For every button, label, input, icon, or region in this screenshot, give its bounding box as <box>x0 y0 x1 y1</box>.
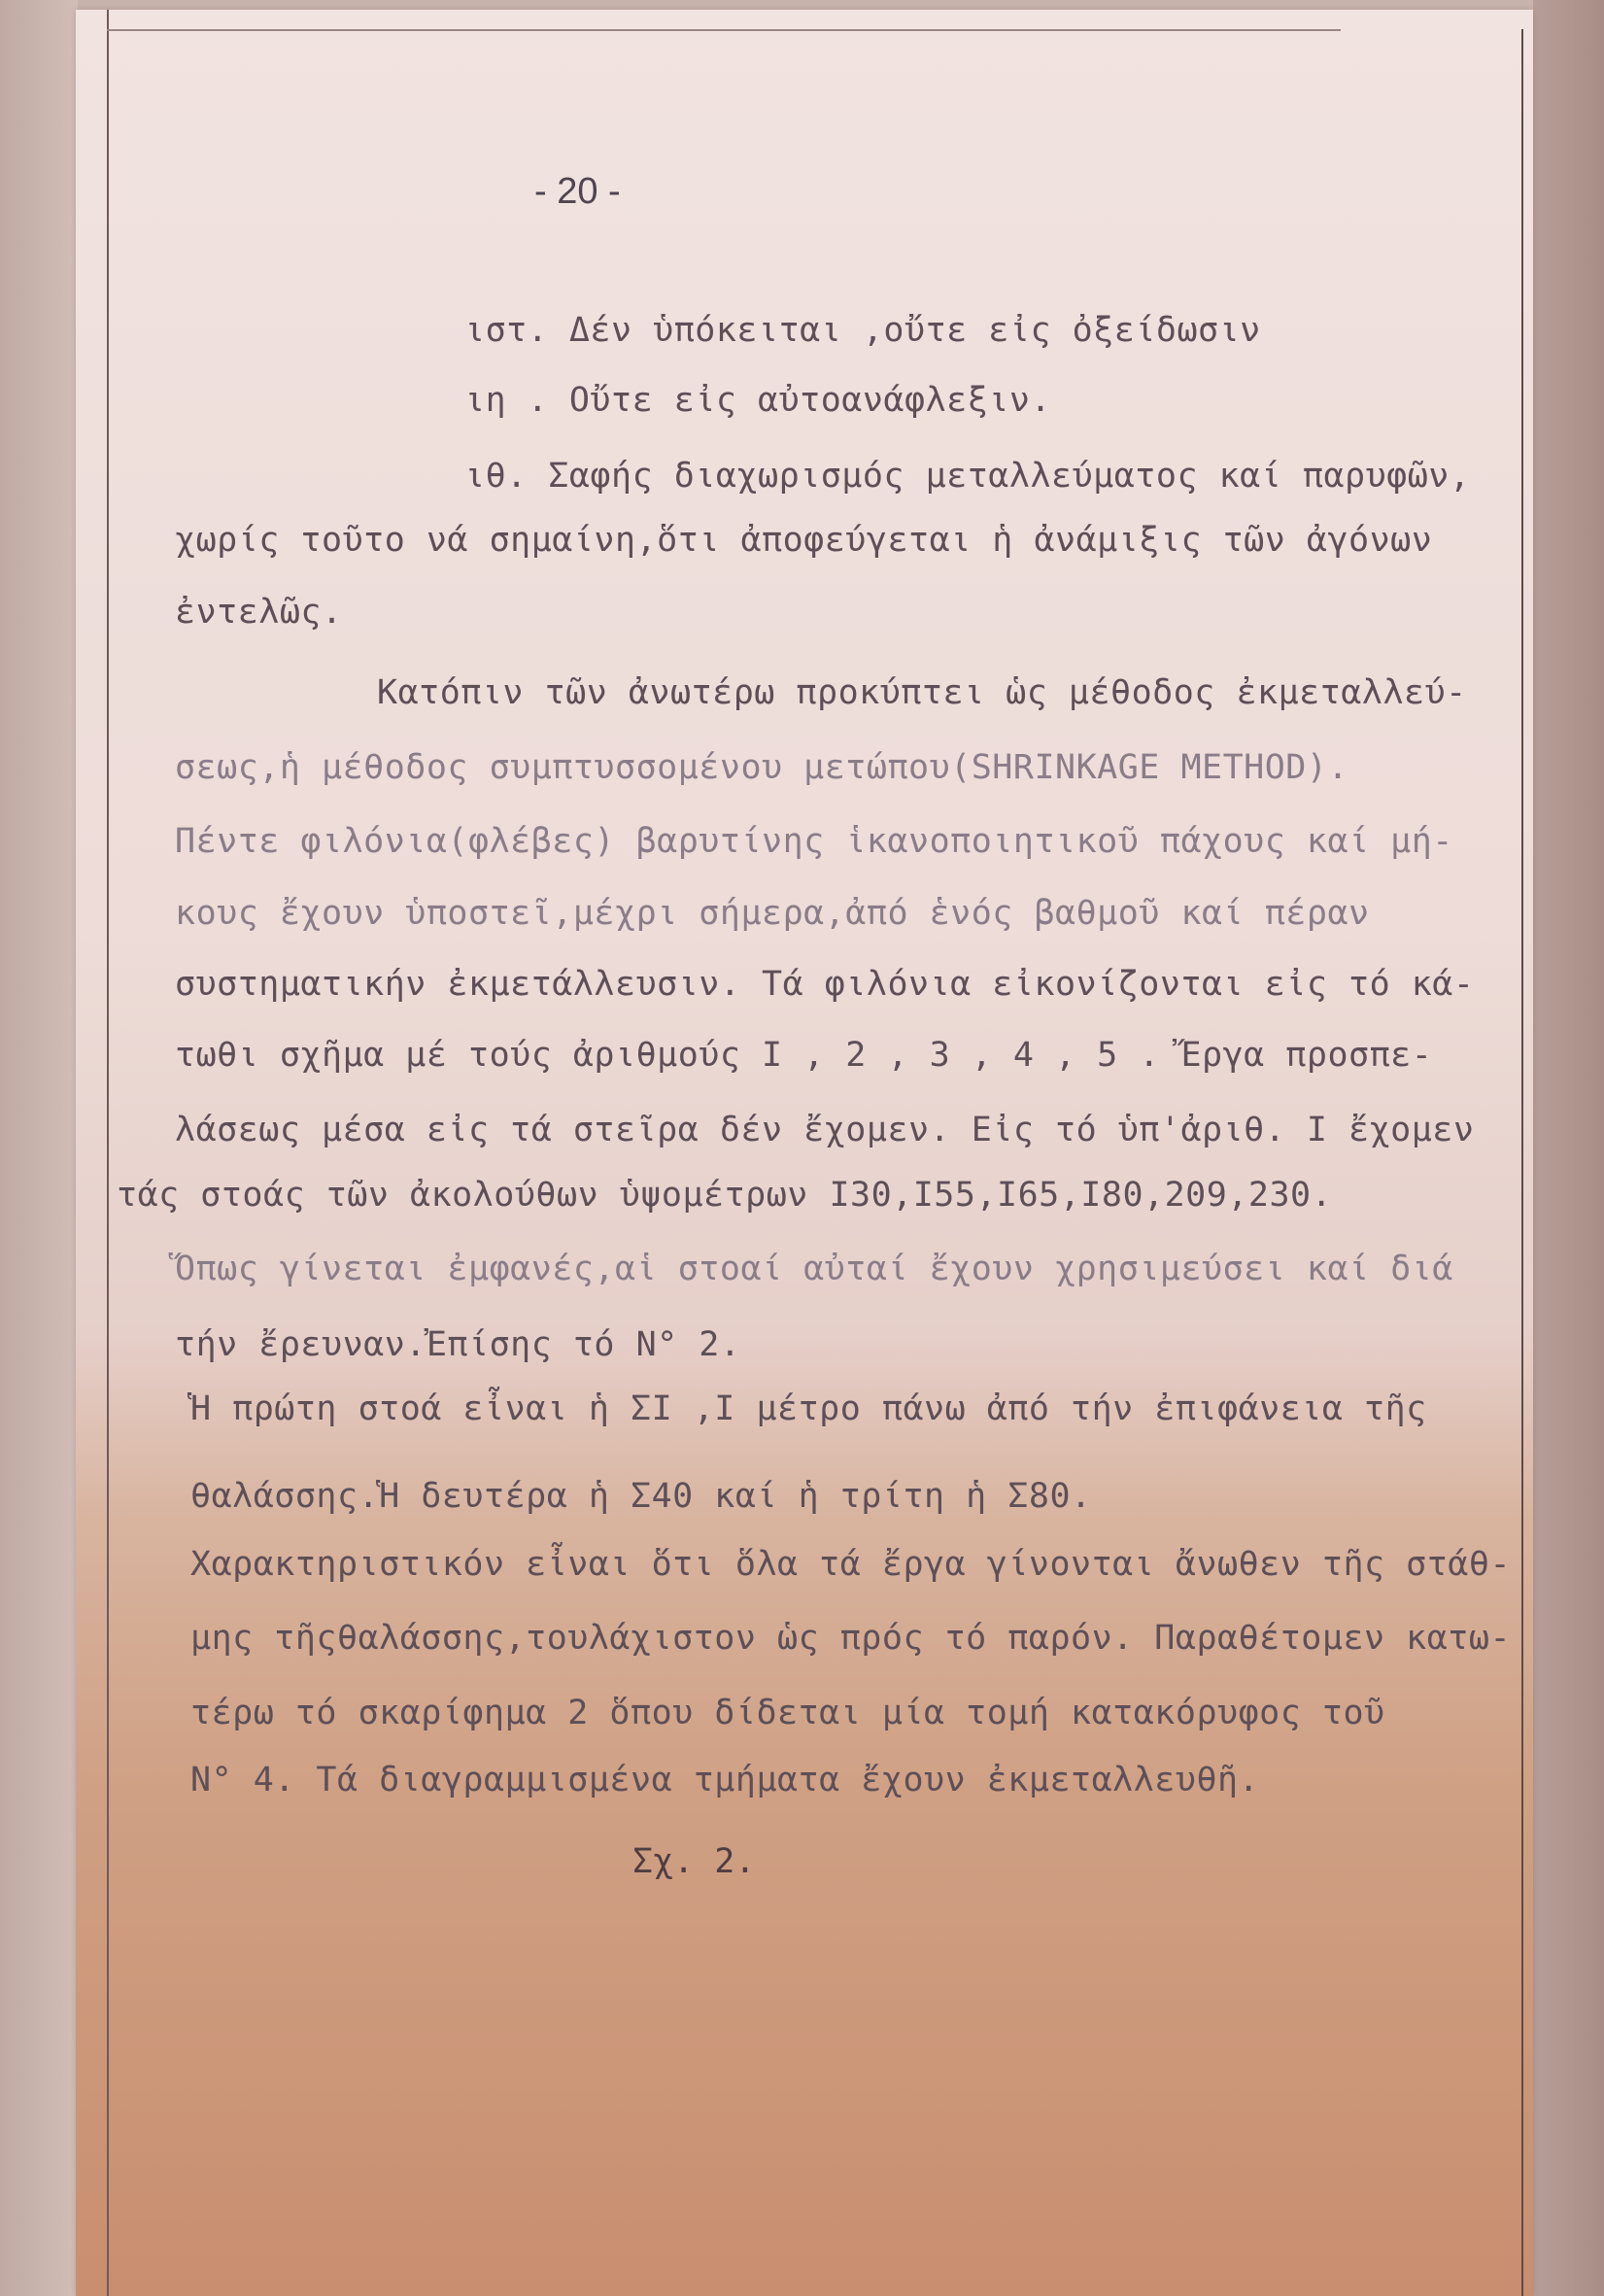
text-line: Πέντε φιλόνια(φλέβες) βαρυτίνης ἱκανοποιητικοῦ πάχους καί μή- <box>175 822 1453 861</box>
text-line: κους ἔχουν ὑποστεῖ,μέχρι σήμερα,ἀπό ἑνός βαθμοῦ καί πέραν <box>175 894 1370 933</box>
text-line: ιθ. Σαφής διαχωρισμός μεταλλεύματος καί παρυφῶν, <box>464 457 1471 496</box>
text-line: Χαρακτηριστικόν εἶναι ὅτι ὅλα τά ἔργα γίνονται ἄνωθεν τῆς στάθ- <box>190 1545 1512 1584</box>
text-line: τωθι σχῆμα μέ τούς ἀριθμούς Ι , 2 , 3 , 4 , 5 . Ἔργα προσπε- <box>175 1036 1433 1075</box>
page-frame-rule-top <box>107 29 1341 31</box>
text-line: Ὅπως γίνεται ἐμφανές,αἱ στοαί αὐταί ἔχουν χρησιμεύσει καί διά <box>175 1250 1453 1288</box>
text-line: Ἡ πρώτη στοά εἶναι ἡ ΣΙ ,Ι μέτρο πάνω ἀπό τήν ἐπιφάνεια τῆς <box>190 1389 1427 1428</box>
page-frame-rule-left <box>107 10 109 2296</box>
text-line: συστηματικήν ἐκμετάλλευσιν. Τά φιλόνια εἰκονίζονται εἰς τό κά- <box>175 965 1475 1004</box>
text-line: τάς στοάς τῶν ἀκολούθων ὑψομέτρων Ι30,Ι55,Ι65,Ι80,209,230. <box>117 1176 1333 1215</box>
desk-background-left <box>0 0 78 2296</box>
text-line: τέρω τό σκαρίφημα 2 ὅπου δίδεται μία τομή κατακόρυφος τοῦ <box>190 1694 1385 1732</box>
text-line: ιη . Οὔτε εἰς αὐτοανάφλεξιν. <box>464 381 1052 420</box>
text-line: μης τῆςθαλάσσης,τουλάχιστον ὡς πρός τό παρόν. Παραθέτομεν κατω- <box>190 1619 1512 1658</box>
desk-background-right <box>1533 0 1604 2296</box>
text-line: τήν ἔρευναν.Ἐπίσης τό Ν° 2. <box>175 1325 741 1364</box>
text-line: ιστ. Δέν ὑπόκειται ,οὔτε εἰς ὀξείδωσιν <box>464 311 1261 350</box>
text-line: σεως,ἡ μέθοδος συμπτυσσομένου μετώπου(SHRINKAGE METHOD). <box>175 748 1349 787</box>
page-frame-rule-right <box>1521 29 1523 2296</box>
text-line: Κατόπιν τῶν ἀνωτέρω προκύπτει ὡς μέθοδος ἐκμεταλλεύ- <box>377 673 1467 712</box>
page-number: - 20 - <box>534 171 621 212</box>
text-line: ἐντελῶς. <box>175 593 343 632</box>
text-line: λάσεως μέσα εἰς τά στεῖρα δέν ἔχομεν. Εἰς τό ὑπ'ἀριθ. Ι ἔχομεν <box>175 1111 1475 1149</box>
typewritten-page <box>76 10 1533 2296</box>
text-line: χωρίς τοῦτο νά σημαίνη,ὅτι ἀποφεύγεται ἡ ἀνάμιξις τῶν ἀγόνων <box>175 521 1433 560</box>
text-line: Ν° 4. Τά διαγραμμισμένα τμήματα ἔχουν ἐκμεταλλευθῆ. <box>190 1761 1260 1799</box>
figure-caption: Σχ. 2. <box>632 1842 756 1881</box>
text-line: θαλάσσης.Ἡ δευτέρα ἡ Σ40 καί ἡ τρίτη ἡ Σ80. <box>190 1477 1092 1516</box>
